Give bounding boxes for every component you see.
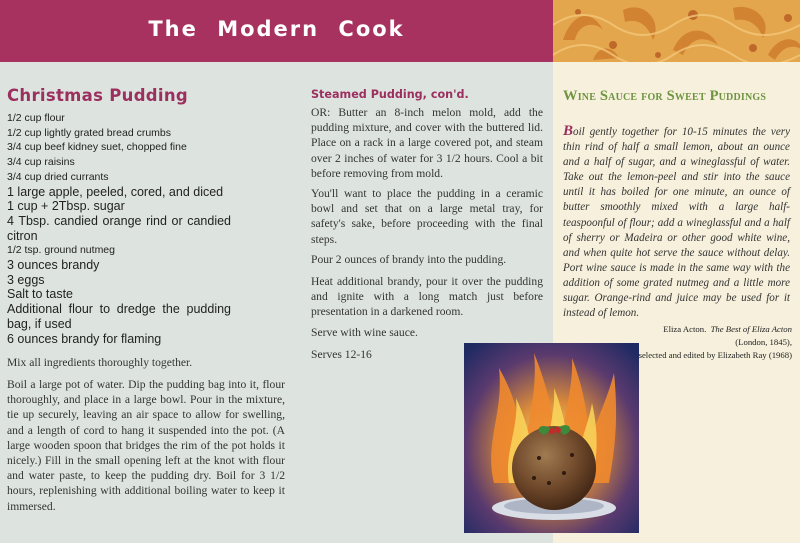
wine-sauce-title: Wine Sauce for Sweet Puddings [563,88,767,104]
credit-editor: selected and edited by Elizabeth Ray (1968) [638,350,792,360]
ingredient-line: 3 eggs [7,272,45,287]
drop-cap: B [563,123,574,139]
method-paragraph: Boil a large pot of water. Dip the pudding bag into it, flour thoroughly, and place in a large bowl. Pour in the mixture, tie up securely, leaving an air space to allow for swelling, and a length of cord to hang it suspended into the pot. (A large wooden spoon that bridges the rim of the pot holds it nicely.) Fill in the small opening left at the knot with flour and water paste, to keep the pudding dry. Boil for 3 1/2 hours, replenishing with additional boiling water to keep it immersed. [7,378,285,513]
steamed-paragraph: Pour 2 ounces of brandy into the pudding. [311,253,507,266]
ingredient-line: 6 ounces brandy for flaming [7,331,162,346]
credit-book: The Best of Eliza Acton [710,324,792,334]
ingredient-line: citron [7,228,38,243]
steamed-paragraph: Serve with wine sauce. [311,326,418,339]
page-title: The Modern Cook [148,17,405,41]
ingredient-line: Additional flour to dredge the pudding [7,302,231,317]
ingredient-line: Salt to taste [7,287,74,302]
decorative-pattern [553,0,800,62]
ingredient-line: 1 large apple, peeled, cored, and diced [7,184,224,199]
steamed-paragraph: Heat additional brandy, pour it over the pudding and ignite with a long match just before presentation in a darkened room. [311,275,543,319]
steamed-pudding-title: Steamed Pudding, con'd. [311,88,469,101]
ingredient-line: 3 ounces brandy [7,258,100,273]
flaming-christmas-pudding-icon [464,343,639,533]
christmas-pudding-title: Christmas Pudding [7,86,189,105]
credit-place-year: (London, 1845), [735,337,792,347]
credit-author: Eliza Acton. [663,324,707,334]
servings-text: Serves 12-16 [311,348,372,361]
ingredients-list [7,111,231,346]
steamed-paragraph: OR: Butter an 8-inch melon mold, add the pudding mixture, and cover with the buttered lid. Place on a rack in a large covered pot, and steam over 2 inches of water for 3 1/2 hours. Cool a bit before removing from mold. [311,106,543,180]
wine-sauce-body: oil gently together for 10-15 minutes the very thin rind of half a small lemon, about an ounce and a half of sugar, and a wineglassful of water. Take out the lemon-peel and stir into the sauce until it has boiled for one minute, an ounce of butter smoothly mixed with a large half-teaspoonful of flour; add a wineglassful and a half of sherry or Madeira or other good white wine, and when quite hot serve the sauce without delay. Port wine sauce is made in the same way with the addition of some grated nutmeg and a little more sugar. Orange-rind and juice may be used for it instead of lemon. [563,126,790,320]
ingredient-line: bag, if used [7,316,72,331]
ingredient-line: 3/4 cup raisins [7,156,75,169]
ingredient-line: 3/4 cup beef kidney suet, chopped fine [7,141,187,154]
wine-sauce-text [563,124,790,321]
steamed-paragraph: You'll want to place the pudding in a ceramic bowl and set that on a large metal tray, for safety's sake, before proceeding with the final steps. [311,187,543,246]
method-paragraph: Mix all ingredients thoroughly together. [7,356,193,369]
ingredient-line: 1/2 cup lightly grated bread crumbs [7,126,172,139]
credit-line-1 [532,323,792,336]
floral-pattern-icon [553,0,800,62]
ingredient-line: 1 cup + 2Tbsp. sugar [7,199,125,214]
ingredient-line: 1/2 tsp. ground nutmeg [7,244,115,257]
ingredient-line: 4 Tbsp. candied orange rind or candied [7,213,231,228]
ingredient-line: 3/4 cup dried currants [7,170,109,183]
ingredient-line: 1/2 cup flour [7,112,65,124]
